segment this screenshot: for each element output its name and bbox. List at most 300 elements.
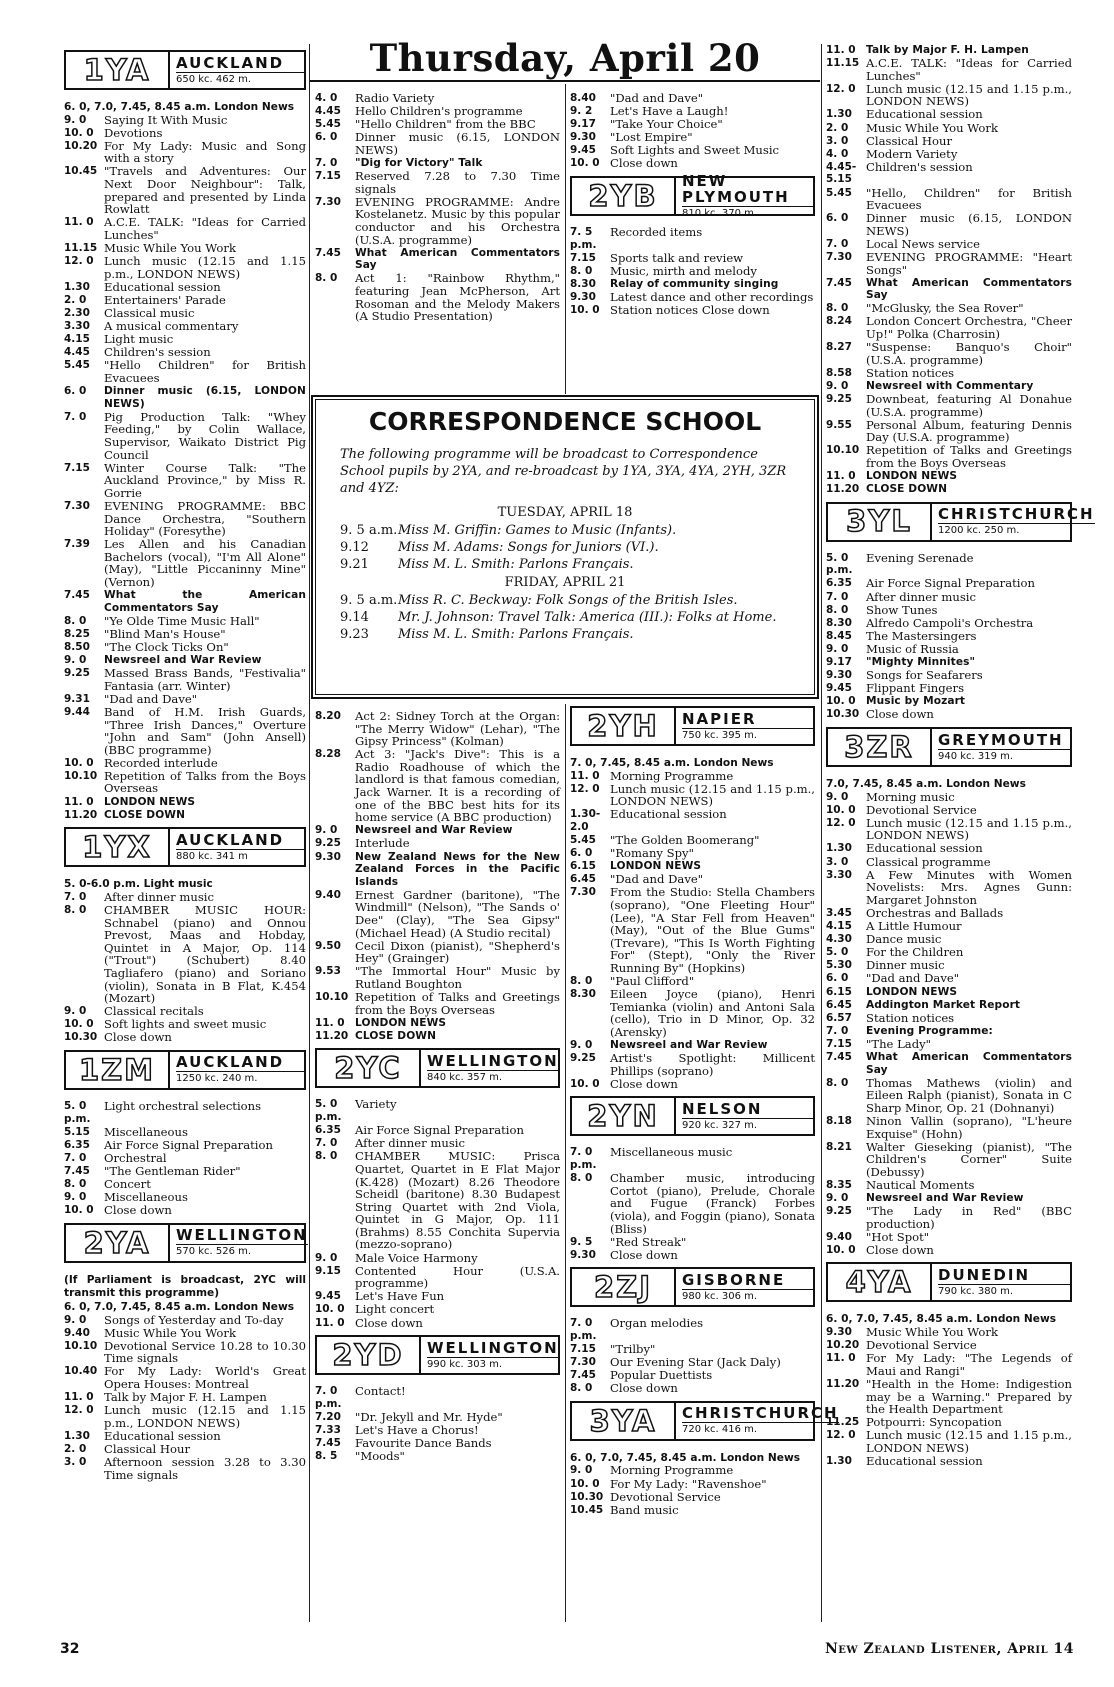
programme-entry xyxy=(570,873,815,886)
programme-entry xyxy=(826,393,1072,418)
entry-time: 8.21 xyxy=(826,1140,852,1153)
entry-text: "Trilby" xyxy=(610,1341,656,1356)
programme-entry xyxy=(64,706,306,756)
entry-time: 3.30 xyxy=(64,320,90,333)
station-call-sign: 2YB xyxy=(572,178,676,214)
entry-time: 8.40 xyxy=(570,92,596,104)
programme-entry xyxy=(826,44,1072,57)
programme-entry xyxy=(315,1303,560,1316)
station-header xyxy=(826,727,1072,767)
entry-text: "Dad and Dave" xyxy=(610,872,704,887)
entry-text: "Paul Clifford" xyxy=(610,974,695,989)
entry-time: 2. 0 xyxy=(64,1443,87,1456)
entry-time: 8. 0 xyxy=(64,614,87,627)
entry-text: Songs for Seafarers xyxy=(866,668,983,683)
station-call-sign: 3YA xyxy=(572,1403,676,1439)
correspondence-list xyxy=(340,523,790,573)
entry-text: Relay of community singing xyxy=(610,277,779,290)
entry-time: 8.30 xyxy=(570,277,596,290)
entry-time: 7.15 xyxy=(315,170,341,183)
entry-text: CLOSE DOWN xyxy=(104,808,186,821)
entry-time: 10. 0 xyxy=(570,157,600,170)
entry-text: Winter Course Talk: "The Auckland Province," by Miss R. Gorrie xyxy=(104,460,306,500)
programme-entry xyxy=(315,1385,560,1410)
entry-time: 10. 0 xyxy=(315,1303,345,1316)
entry-time: 5. 0 p.m. xyxy=(826,551,853,577)
entry-text: Let's Have a Chorus! xyxy=(355,1422,479,1437)
entry-time: 7. 0 xyxy=(64,410,87,423)
entry-time: 8.27 xyxy=(826,341,852,354)
entry-text: Lunch music (12.15 and 1.15 p.m., LONDON NEWS) xyxy=(866,815,1072,843)
station-call-sign: 2YD xyxy=(317,1337,421,1373)
entry-text: Newsreel and War Review xyxy=(355,824,513,837)
programme-entry xyxy=(64,1273,306,1300)
entry-time: 7. 5 p.m. xyxy=(570,226,597,251)
entry-time: 10. 0 xyxy=(64,1204,94,1217)
station-header xyxy=(315,1335,560,1375)
entry-time: 8.20 xyxy=(315,710,341,722)
entry-time: 7.45 xyxy=(826,276,852,289)
entry-time: 7.33 xyxy=(315,1423,341,1436)
entry-time: 6.35 xyxy=(64,1138,90,1151)
entry-text: For the Children xyxy=(866,945,964,960)
programme-entry xyxy=(826,986,1072,999)
entry-text: LONDON NEWS xyxy=(355,1016,447,1029)
station-call-sign: 1YA xyxy=(66,52,170,88)
entry-time: 5. 0 p.m. xyxy=(315,1098,342,1124)
entry-time: 3.45 xyxy=(826,906,852,919)
entry-text: Variety xyxy=(355,1097,397,1112)
programme-entry xyxy=(826,1378,1072,1416)
entry-time: 11. 0 xyxy=(64,216,94,229)
entry-time: 10.45 xyxy=(64,165,98,178)
entry-text: Potpourri: Syncopation xyxy=(866,1415,1002,1430)
entry-time: 6. 0 xyxy=(570,847,593,860)
programme-entry xyxy=(826,135,1072,148)
entry-time: 12. 0 xyxy=(64,1404,94,1417)
entry-time: 6.45 xyxy=(570,873,596,886)
programme-entry xyxy=(826,856,1072,869)
entry-text: "Take Your Choice" xyxy=(610,117,723,132)
programme-entry xyxy=(64,114,306,127)
correspondence-entry xyxy=(340,557,790,573)
entry-time: 9.23 xyxy=(340,627,369,642)
programme-entry xyxy=(570,252,815,265)
entry-time: 3. 0 xyxy=(64,1456,87,1469)
programme-entry xyxy=(64,615,306,628)
station-call-sign: 2YA xyxy=(66,1225,170,1261)
programme-entry xyxy=(826,1012,1072,1025)
entry-text: "Dad and Dave" xyxy=(866,971,960,986)
programme-entry xyxy=(64,140,306,165)
entry-time: 9.30 xyxy=(826,1326,852,1339)
programme-entry xyxy=(64,1300,306,1314)
station-info xyxy=(676,1098,813,1134)
entry-time: 6.35 xyxy=(826,577,852,590)
entry-text: "Dad and Dave" xyxy=(104,691,198,706)
entry-time: 8. 0 xyxy=(826,1076,849,1089)
entry-time: 7.0, 7.45, 8.45 a.m. xyxy=(826,778,943,790)
entry-time: 8. 0 xyxy=(570,1172,593,1185)
station-info xyxy=(932,1264,1070,1300)
entry-time: 9. 0 xyxy=(570,1039,593,1052)
station-info xyxy=(932,729,1070,765)
entry-time: 8.18 xyxy=(826,1114,852,1127)
entry-text: "Lost Empire" xyxy=(610,130,693,145)
entry-time: 10.20 xyxy=(64,139,98,152)
entry-time: 5.45 xyxy=(315,118,341,131)
entry-time: 9. 0 xyxy=(64,1191,87,1204)
entry-time: 10. 0 xyxy=(570,1077,600,1090)
programme-entry xyxy=(826,777,1072,791)
entry-time: 8.30 xyxy=(826,616,852,629)
column-3-top xyxy=(570,92,815,317)
station-frequency: 840 kc. 357 m. xyxy=(427,1071,503,1083)
entry-text: Cecil Dixon (pianist), "Shepherd's Hey" (Grainger) xyxy=(355,938,560,966)
entry-time: 9. 5 a.m. xyxy=(340,523,398,538)
programme-entry xyxy=(315,1252,560,1265)
entry-time: 7.30 xyxy=(315,195,341,208)
station-header xyxy=(570,171,815,219)
programme-entry xyxy=(315,940,560,965)
entry-time: 8. 0 xyxy=(826,302,849,315)
programme-entry xyxy=(826,1115,1072,1140)
entry-text: Station notices xyxy=(866,1010,955,1025)
station-city: WELLINGTON xyxy=(427,1051,559,1070)
entry-text: "Romany Spy" xyxy=(610,846,694,861)
programme-entry xyxy=(64,385,306,410)
entry-text: Devotions xyxy=(104,125,163,140)
entry-time: 5.15 xyxy=(64,1125,90,1138)
programme-entry xyxy=(826,238,1072,251)
entry-time: 7.30 xyxy=(570,886,596,899)
entry-text: Male Voice Harmony xyxy=(355,1250,478,1265)
entry-time: 10. 0 xyxy=(64,756,94,769)
entry-text: Educational session xyxy=(866,841,983,856)
entry-text: "The Lady in Red" (BBC production) xyxy=(866,1204,1072,1231)
programme-entry xyxy=(64,904,306,1005)
programme-entry xyxy=(64,1165,306,1178)
programme-entry xyxy=(826,161,1072,186)
entry-text: London News xyxy=(214,101,295,113)
entry-text: Chamber music, introducing Cortot (piano), Prelude, Chorale and Fugue (Franck) Forbes (viola), and Foggin (piano), Sonata (Bliss) xyxy=(610,1171,815,1236)
entry-text: LONDON NEWS xyxy=(866,985,958,998)
entry-time: 9.31 xyxy=(64,692,90,705)
entry-text: Close down xyxy=(610,1076,678,1091)
entry-time: 5. 0 p.m. xyxy=(64,1099,91,1125)
entry-text: Light music xyxy=(143,878,213,891)
programme-entry xyxy=(826,1312,1072,1326)
programme-entry xyxy=(315,1437,560,1450)
programme-entry xyxy=(64,654,306,667)
entry-time: 12. 0 xyxy=(64,255,94,268)
entry-time: 7.30 xyxy=(826,251,852,263)
programme-entry xyxy=(64,770,306,795)
programme-entry xyxy=(64,500,306,538)
entry-text: From the Studio: Stella Chambers (soprano), "One Fleeting Hour" (Lee), "A Star Fell from Heaven" (May), "Out of the Blue Gums" (Trevare), "This Is Worth Fighting For" (Stept), "Only the River Running By" (Hopkins) xyxy=(610,885,815,975)
entry-time: 7.15 xyxy=(64,461,90,474)
entry-time: 9. 0 xyxy=(64,113,87,126)
programme-entry xyxy=(315,105,560,118)
programme-entry xyxy=(826,302,1072,315)
entry-time: 6. 0, 7.0, 7.45, 8.45 a.m. xyxy=(64,1301,211,1313)
station-info xyxy=(170,1225,308,1261)
entry-time: 7. 0 xyxy=(826,1024,849,1037)
entry-text: Hello Children's programme xyxy=(355,104,523,119)
programme-entry xyxy=(315,92,560,105)
entry-time: 8. 0 xyxy=(64,903,87,916)
entry-time: 10. 0 xyxy=(570,304,600,317)
entry-text: EVENING PROGRAMME: "Heart Songs" xyxy=(866,250,1072,277)
entry-text: Act 1: "Rainbow Rhythm," featuring Jean McPherson, Art Rosoman and the Melody Makers (A Studio Presentation) xyxy=(355,271,560,324)
entry-time: 9.30 xyxy=(570,131,596,144)
entry-text: "Suspense: Banquo's Choir" (U.S.A. programme) xyxy=(866,340,1072,367)
entry-time: 9.55 xyxy=(826,418,852,431)
entry-time: 9.40 xyxy=(826,1230,852,1243)
entry-time: 4.30 xyxy=(826,933,852,946)
entry-time: 9.30 xyxy=(826,669,852,682)
programme-entry xyxy=(64,346,306,359)
entry-text: Music While You Work xyxy=(866,120,998,135)
programme-entry xyxy=(64,1404,306,1429)
entry-text: "Hello, Children" for British Evacuees xyxy=(866,185,1072,213)
entry-text: Soft Lights and Sweet Music xyxy=(610,143,780,158)
entry-time: 12. 0 xyxy=(570,782,600,795)
entry-text: Personal Album, featuring Dennis Day (U.S.A. programme) xyxy=(866,417,1072,445)
entry-text: Newsreel and War Review xyxy=(610,1039,768,1052)
entry-time: 7. 0 xyxy=(64,1151,87,1164)
entry-time: 9. 0 xyxy=(64,1313,87,1326)
entry-time: 9.14 xyxy=(340,610,369,625)
entry-text: For My Lady: World's Great Opera Houses: Montreal xyxy=(104,1364,306,1392)
programme-entry xyxy=(570,1369,815,1382)
entry-text: What American Commentators Say xyxy=(866,1050,1072,1076)
entry-time: 7. 0 xyxy=(826,237,849,250)
entry-text: Close down xyxy=(104,1203,172,1218)
station-frequency: 980 kc. 306 m. xyxy=(682,1290,758,1302)
entry-time: 8. 0 xyxy=(315,272,338,285)
correspondence-school-box xyxy=(311,395,819,699)
programme-entry xyxy=(315,247,560,272)
station-info xyxy=(676,171,813,219)
entry-text: New Zealand News for the New Zealand Forces in the Pacific Islands xyxy=(355,850,560,888)
programme-entry xyxy=(64,216,306,241)
programme-entry xyxy=(826,187,1072,212)
entry-text: Devotional Service xyxy=(610,1489,721,1504)
programme-entry xyxy=(64,333,306,346)
programme-entry xyxy=(315,1265,560,1290)
programme-entry xyxy=(64,757,306,770)
programme-entry xyxy=(826,1429,1072,1454)
entry-time: 9.40 xyxy=(315,888,341,901)
entry-text: EVENING PROGRAMME: Andre Kostelanetz. Music by this popular conductor and his Orchestra (U.S.A. programme) xyxy=(355,194,560,247)
entry-time: 7.45 xyxy=(315,246,341,259)
entry-text: Afternoon session 3.28 to 3.30 Time signals xyxy=(104,1455,306,1482)
entry-text: Close down xyxy=(610,156,678,171)
programme-entry xyxy=(570,144,815,157)
programme-entry xyxy=(64,359,306,384)
programme-entry xyxy=(570,847,815,860)
programme-entry xyxy=(315,118,560,131)
programme-entry xyxy=(826,617,1072,630)
programme-entry xyxy=(570,975,815,988)
entry-text: After dinner music xyxy=(104,889,214,904)
entry-text: Music by Mozart xyxy=(866,695,966,708)
programme-entry xyxy=(64,1178,306,1191)
station-header xyxy=(64,50,306,90)
programme-entry xyxy=(570,1382,815,1395)
programme-entry xyxy=(826,1231,1072,1244)
entry-text: "Moods" xyxy=(355,1449,405,1464)
entry-time: 5. 0 xyxy=(826,946,849,959)
entry-text: Lunch music (12.15 and 1.15 p.m., LONDON NEWS) xyxy=(104,254,306,281)
entry-time: 11.15 xyxy=(64,242,98,255)
entry-text: Music While You Work xyxy=(104,241,236,256)
programme-entry xyxy=(826,122,1072,135)
entry-time: 7.15 xyxy=(570,251,596,264)
programme-entry xyxy=(315,1411,560,1424)
entry-text: A.C.E. TALK: "Ideas for Carried Lunches" xyxy=(104,215,306,242)
entry-text: Contact! xyxy=(355,1384,406,1399)
entry-text: Soft lights and sweet music xyxy=(104,1017,267,1032)
entry-text: For My Lady: "Ravenshoe" xyxy=(610,1476,767,1491)
entry-time: 3. 0 xyxy=(826,134,849,147)
entry-time: 6. 0 xyxy=(826,212,849,225)
entry-time: 9.30 xyxy=(315,850,341,863)
programme-entry xyxy=(826,57,1072,82)
entry-time: 7.45 xyxy=(315,1437,341,1449)
entry-text: Miscellaneous xyxy=(104,1190,188,1205)
correspondence-entry xyxy=(340,540,790,556)
programme-entry xyxy=(826,1205,1072,1230)
entry-time: 9. 5 xyxy=(570,1235,593,1248)
entry-time: 7.30 xyxy=(570,1356,596,1369)
programme-entry xyxy=(64,589,306,614)
programme-entry xyxy=(826,604,1072,617)
entry-text: Contented Hour (U.S.A. programme) xyxy=(355,1263,560,1291)
entry-text: "Mighty Minnites" xyxy=(866,656,976,669)
entry-time: 11.25 xyxy=(826,1416,860,1429)
programme-entry xyxy=(315,889,560,939)
entry-text: "Health in the Home: Indigestion may be a Warning." Prepared by the Health Department xyxy=(866,1376,1072,1417)
entry-text: Recorded items xyxy=(610,225,703,240)
entry-time: 7. 0 p.m. xyxy=(570,1317,597,1342)
station-call-sign: 1YX xyxy=(66,829,170,865)
entry-text: Miss M. Griffin: Games to Music (Infants). xyxy=(398,523,677,538)
programme-entry xyxy=(826,920,1072,933)
station-city: NAPIER xyxy=(682,711,813,729)
entry-text: Orchestral xyxy=(104,1150,167,1165)
programme-entry xyxy=(570,131,815,144)
programme-entry xyxy=(64,1365,306,1390)
entry-time: 8. 0 xyxy=(826,603,849,616)
entry-time: 7.20 xyxy=(315,1410,341,1423)
programme-entry xyxy=(570,1343,815,1356)
entry-time: 9. 0 xyxy=(826,790,849,803)
entry-time: 11.20 xyxy=(315,1029,349,1042)
entry-text: Miss M. L. Smith: Parlons Français. xyxy=(398,557,634,572)
entry-text: Let's Have a Laugh! xyxy=(610,104,729,119)
entry-text: Classical recitals xyxy=(104,1004,204,1019)
entry-time: 9.25 xyxy=(826,393,852,406)
entry-time: 6. 0 xyxy=(826,972,849,985)
entry-time: 8.45 xyxy=(826,629,852,642)
entry-time: 9.15 xyxy=(315,1264,341,1277)
entry-text: Music of Russia xyxy=(866,641,959,656)
entry-time: 9. 0 xyxy=(826,379,849,392)
entry-text: Massed Brass Bands, "Festivalia" Fantasia (arr. Winter) xyxy=(104,666,306,693)
programme-entry xyxy=(826,682,1072,695)
entry-text: Modern Variety xyxy=(866,146,958,161)
entry-time: 2.30 xyxy=(64,307,90,319)
programme-entry xyxy=(64,1191,306,1204)
station-frequency: 720 kc. 416 m. xyxy=(682,1424,758,1436)
entry-text: Dinner music xyxy=(866,958,945,973)
entry-time: 11.20 xyxy=(826,1377,860,1390)
station-info xyxy=(676,708,813,744)
entry-text: Lunch music (12.15 and 1.15 p.m., LONDON NEWS) xyxy=(866,1428,1072,1455)
entry-text: Lunch music (12.15 and 1.15 p.m., LONDON NEWS) xyxy=(104,1403,306,1430)
station-call-sign: 1ZM xyxy=(66,1052,170,1088)
programme-entry xyxy=(315,1137,560,1150)
programme-entry xyxy=(826,999,1072,1012)
entry-text: Songs of Yesterday and To-day xyxy=(104,1312,284,1327)
station-call-sign: 2YN xyxy=(572,1098,676,1134)
correspondence-day: FRIDAY, APRIL 21 xyxy=(504,575,626,590)
station-city: NELSON xyxy=(682,1101,813,1119)
column-2-top xyxy=(315,92,560,323)
entry-text: Miss M. L. Smith: Parlons Français. xyxy=(398,627,634,642)
station-header xyxy=(570,706,815,746)
programme-entry xyxy=(570,1464,815,1477)
programme-entry xyxy=(570,860,815,873)
programme-entry xyxy=(315,157,560,170)
entry-text: "Travels and Adventures: Our Next Door Neighbour": Talk, prepared and presented by Linda Rowlatt xyxy=(104,164,306,217)
column-rule xyxy=(565,84,566,394)
station-city: WELLINGTON xyxy=(427,1338,559,1357)
entry-time: 9.40 xyxy=(64,1326,90,1339)
station-header xyxy=(826,1262,1072,1302)
entry-text: Act 2: Sidney Torch at the Organ: "The Merry Widow" (Lehar), "The Gipsy Princess" (Kolman) xyxy=(355,709,560,749)
programme-entry xyxy=(570,988,815,1038)
programme-entry xyxy=(315,965,560,990)
station-header xyxy=(570,1096,815,1136)
programme-entry xyxy=(826,695,1072,708)
programme-entry xyxy=(826,277,1072,302)
entry-text: Lunch music (12.15 and 1.15 p.m., LONDON NEWS) xyxy=(610,781,815,809)
programme-entry xyxy=(315,196,560,246)
entry-text: Organ melodies xyxy=(610,1316,704,1331)
programme-entry xyxy=(570,1491,815,1504)
entry-time: 9.25 xyxy=(570,1052,596,1065)
programme-entry xyxy=(64,1391,306,1404)
programme-entry xyxy=(570,1236,815,1249)
entry-text: Station notices xyxy=(866,365,955,380)
programme-entry xyxy=(315,1124,560,1137)
entry-time: 10. 0 xyxy=(826,1243,856,1256)
entry-time: 10.10 xyxy=(315,991,349,1004)
programme-entry xyxy=(570,291,815,304)
programme-entry xyxy=(315,824,560,837)
entry-text: "The Lady" xyxy=(866,1036,931,1051)
entry-time: 8. 0 xyxy=(570,264,593,277)
programme-entry xyxy=(826,1455,1072,1468)
programme-entry xyxy=(570,118,815,131)
programme-entry xyxy=(64,1126,306,1139)
entry-time: 6. 0 xyxy=(315,131,338,144)
entry-text: London News xyxy=(976,1313,1057,1326)
station-frequency: 750 kc. 395 m. xyxy=(682,729,758,741)
